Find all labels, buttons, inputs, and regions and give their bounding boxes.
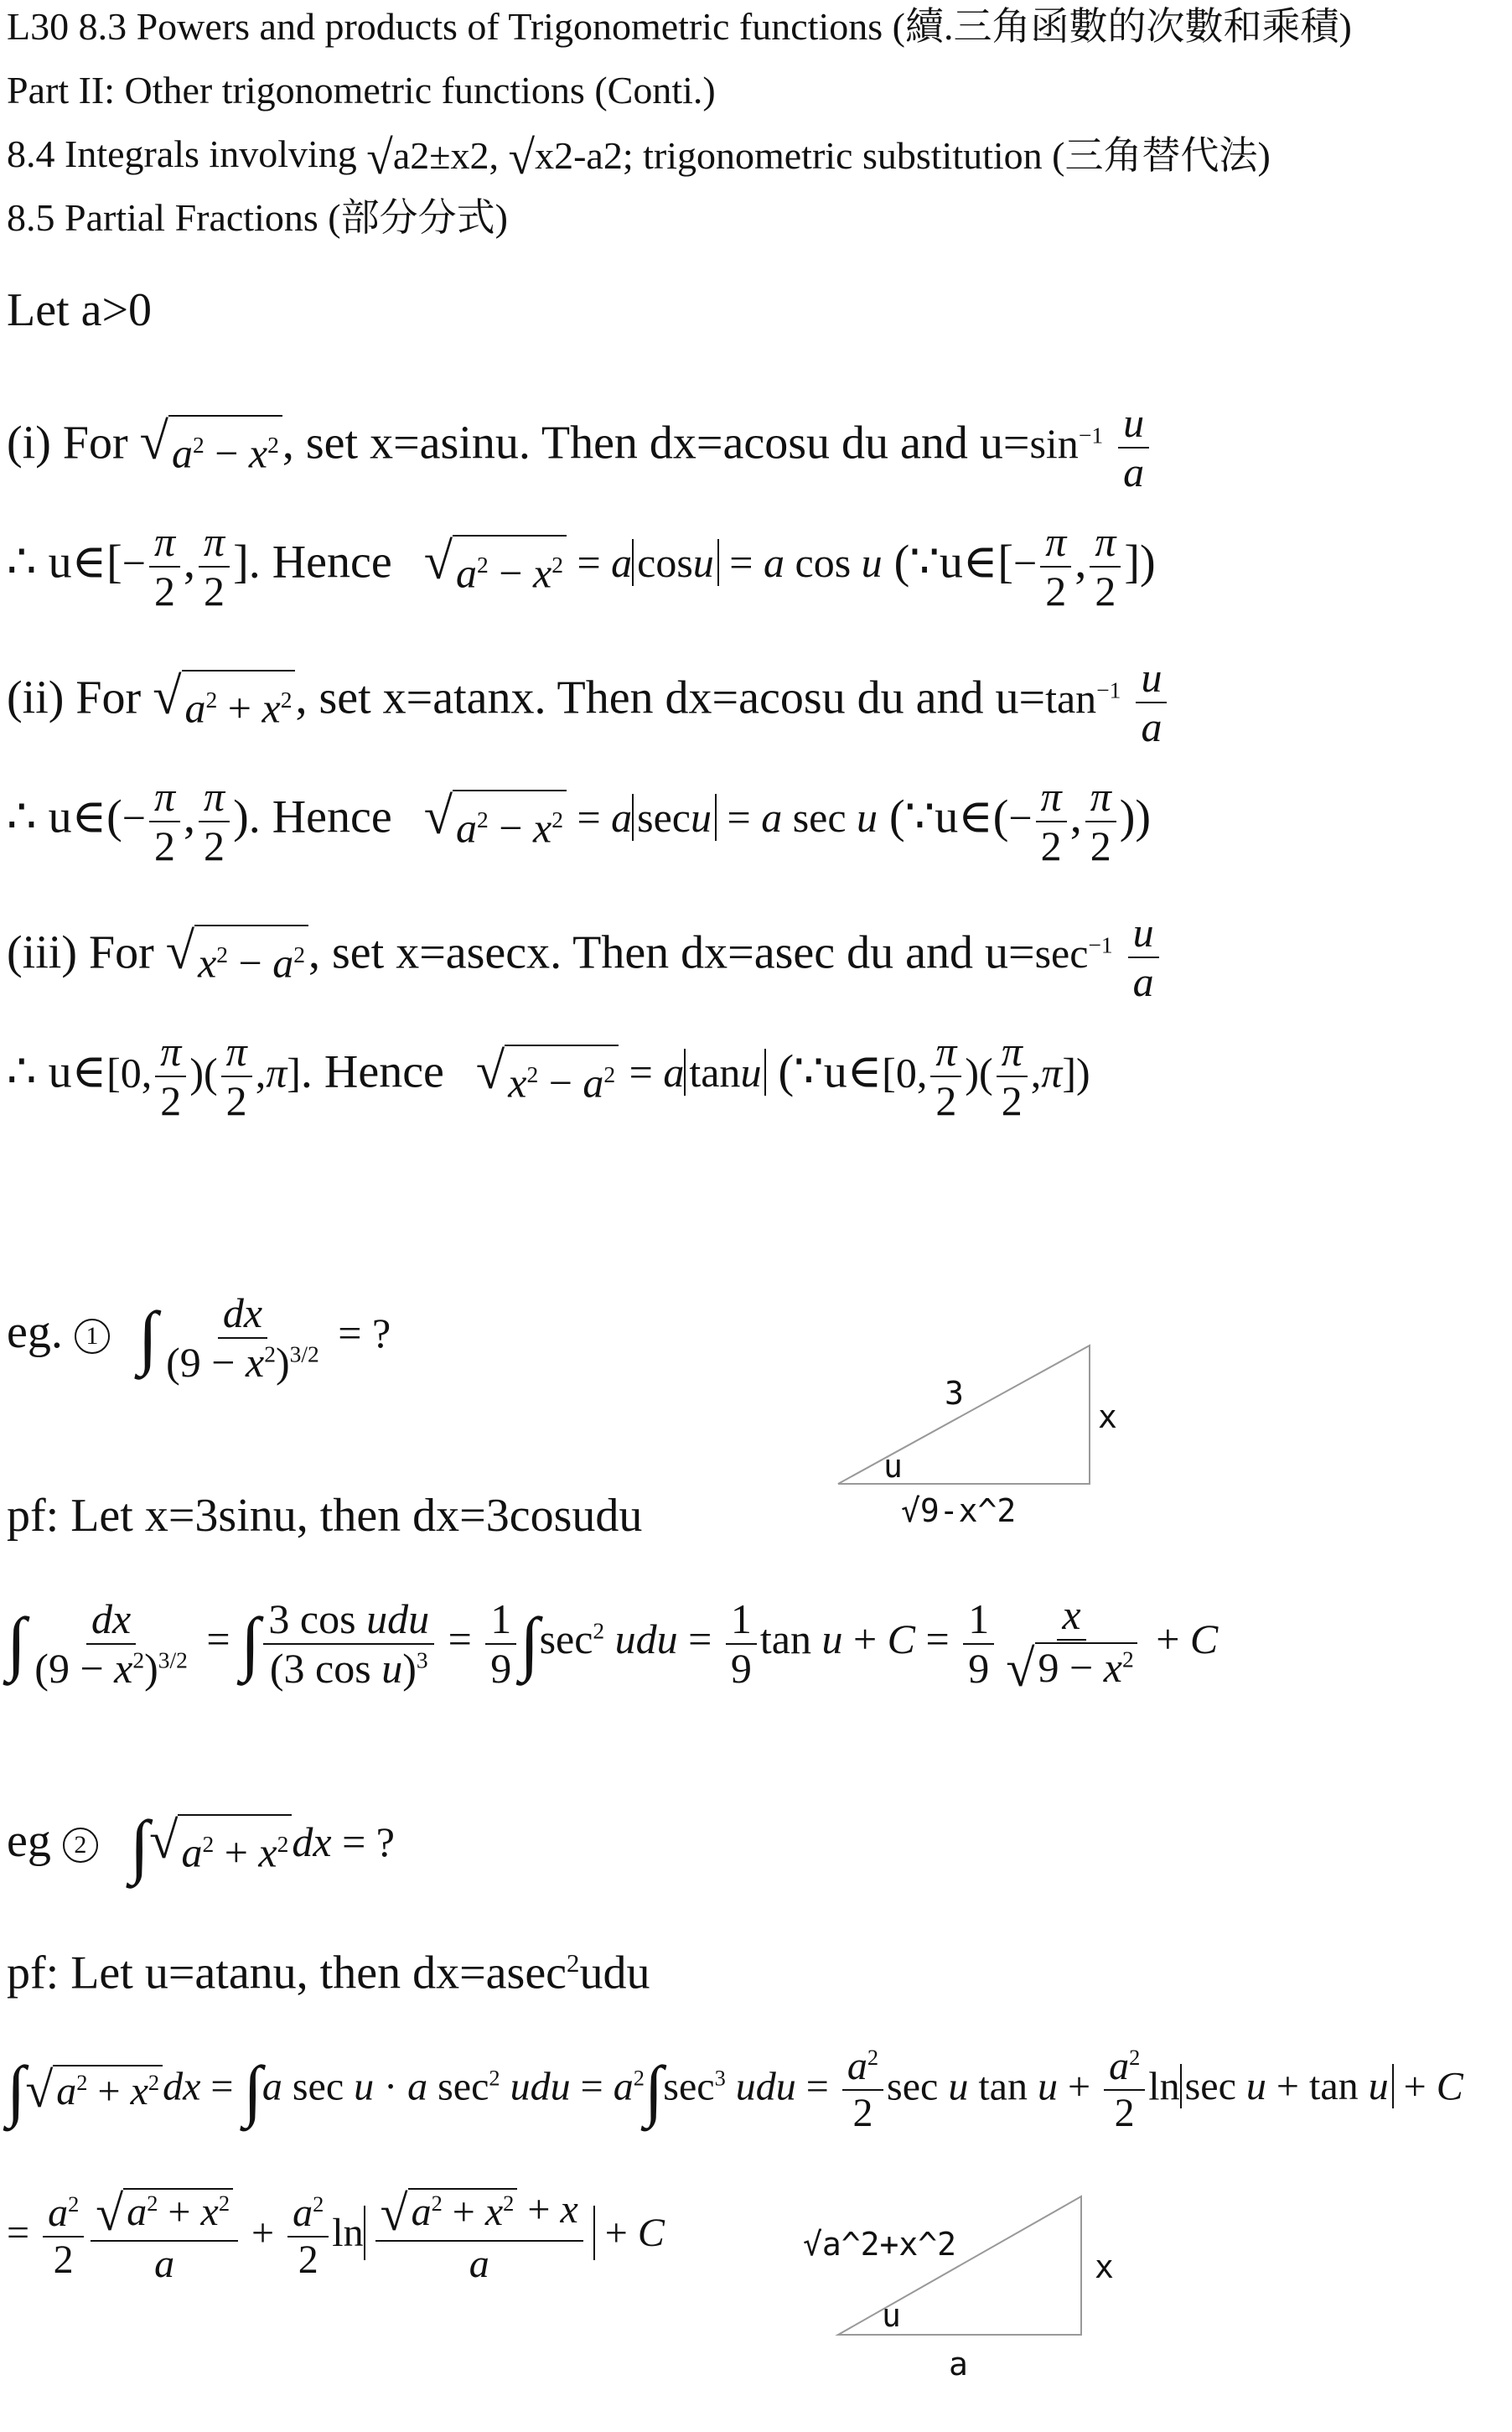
header-line-3-a: 8.4 Integrals involving: [7, 132, 367, 175]
case1-because: (∵u∈[: [893, 536, 1014, 589]
eg1-solution: ∫ $\frac{dx}{(9 - x^2)^{3/2}}$ = ∫ $\frac{\text{3 cos udu}}{(3 \cos u)^3}$ = $\frac{1}{9}$ $\int\sec^2$ udu = $\frac{1}{9}$ tan u + C = $\frac{1}{9}$ x √ $9 - x^2$ + C: [7, 1591, 1219, 1698]
case1-range: ∴ u∈[− $\frac{\pi}{2}$ , $\frac{\pi}{2}$ ]. Hence √ $a^2 - x^2$ = a cosu = a cos u (∵u∈[− $\frac{\pi}{2}$ , $\frac{\pi}{2}$ ]): [7, 518, 1156, 614]
case2-statement: [7, 656, 1170, 749]
radical-a2-minus-x2: √ $a^2 - x^2$: [140, 415, 282, 480]
eg1-triangle-hyp: 3: [945, 1375, 964, 1412]
eg2-solution-line2: = $\frac{a^2}{2}$ √ $a^2 + x^2$ a + $\frac{a^2}{2}$ ln √ $a^2 + x^2$ + x a + C: [7, 2186, 665, 2286]
case2-lead: (ii) For: [7, 672, 142, 724]
eg2-triangle-opp: x: [1095, 2248, 1114, 2285]
case2-range-lead: ∴ u∈(: [7, 791, 122, 843]
eg2-label: eg: [7, 1814, 51, 1867]
eg1-triangle-adj-text: 9-x^2: [919, 1492, 1017, 1529]
eg1-integrand: $\frac{dx}{(9 - x^2)^{3/2}}$: [166, 1289, 319, 1386]
eg2-solution-line1: ∫ √ $a^2 + x^2$ dx = ∫a sec u · a $\sec^2$ udu = $a^2\int\sec^3$ udu = $\frac{a^2}{2}$ sec u tan u + $\frac{a^2}{2}$ ln sec u + tan u + C: [7, 2044, 1463, 2136]
eg2-triangle-hyp-text: a^2+x^2: [821, 2226, 957, 2263]
eg2-pf-a: pf: Let u=atanu, then dx=asec: [7, 1947, 567, 1999]
sqrt-symbol: √ x2-a2; trigonometric substitution (三角替代法): [508, 131, 1271, 184]
eg2-triangle-angle: u: [882, 2297, 901, 2334]
case2-fn2: sec: [637, 794, 691, 842]
case2-fn: tan: [1045, 675, 1097, 723]
case2-range: ∴ u∈(− $\frac{\pi}{2}$ , $\frac{\pi}{2}$ ). Hence √ $a^2 - x^2$ = a secu = a sec u (∵u∈(− $\frac{\pi}{2}$ , $\frac{\pi}{2}$ )): [7, 773, 1152, 869]
eg1-number: 1: [75, 1319, 110, 1354]
case3-range: ∴ u∈[0, $\frac{\pi}{2}$ )( $\frac{\pi}{2}$ ,π]. Hence √ $x^2 - a^2$ = a tanu (∵u∈[0, $\frac{\pi}{2}$ )( $\frac{\pi}{2}$ ,π]): [7, 1028, 1090, 1124]
case2-substitution: , set x=atanx. Then dx=acosu du and u=: [295, 672, 1046, 724]
sqrt-symbol: √ a2±x2,: [366, 131, 500, 184]
eg1-triangle-adj: √9-x^2: [901, 1492, 1017, 1529]
case1-substitution: , set x=asinu. Then dx=acosu du and u=: [282, 417, 1030, 469]
case2-result: √ $a^2 - x^2$ = a secu = a sec u: [424, 794, 878, 841]
case3-range-lead: ∴ u∈: [7, 1045, 107, 1098]
eg1-triangle: [830, 1333, 1115, 1501]
case3-substitution: , set x=asecx. Then dx=asec du and u=: [308, 926, 1035, 979]
eg1-problem: eg. 1 ∫ $\frac{dx}{(9 - x^2)^{3/2}}$ = ?: [7, 1289, 391, 1386]
case3-hence: . Hence: [300, 1045, 444, 1098]
case1-close: ]): [1124, 536, 1156, 589]
header-line-3: [7, 132, 1271, 182]
fraction-pi-over-2: $\frac{\pi}{2}$: [199, 520, 230, 613]
fraction-pi-over-2: $\frac{\pi}{2}$: [930, 1029, 961, 1123]
radical-x2-minus-a2: √ $x^2 - a^2$: [166, 925, 308, 990]
case2-because: (∵u∈(: [889, 791, 1009, 843]
fraction-u-over-a: $\frac{u}{a}$: [1118, 401, 1149, 494]
case1-hence: ]. Hence: [233, 536, 392, 589]
inverse-secant: $\sec^{-1}$: [1034, 930, 1113, 977]
inverse-sine: $\sin^{-1}$: [1029, 420, 1104, 468]
fraction-pi-over-2: $\frac{\pi}{2}$: [1085, 775, 1116, 868]
fraction-pi-over-2: $\frac{\pi}{2}$: [199, 775, 230, 868]
fraction-pi-over-2: $\frac{\pi}{2}$: [1040, 520, 1071, 613]
fraction-pi-over-2: $\frac{\pi}{2}$: [221, 1029, 252, 1123]
fraction-pi-over-2: $\frac{\pi}{2}$: [997, 1029, 1028, 1123]
header-line-2: Part II: Other trigonometric functions (Conti.): [7, 69, 716, 111]
header-line-3-c: x2-a2; trigonometric substitution (三角替代法): [535, 133, 1271, 177]
fraction-pi-over-2: $\frac{\pi}{2}$: [1036, 775, 1067, 868]
fraction-pi-over-2: $\frac{\pi}{2}$: [149, 775, 180, 868]
radical-a2-plus-x2: √ $a^2 + x^2$: [153, 670, 295, 735]
eg2-pf-b: udu: [579, 1947, 650, 1999]
fraction-u-over-a: $\frac{u}{a}$: [1136, 656, 1167, 749]
eg2-proof-intro: pf: Let u=atanu, then dx=asec$^2$udu: [7, 1947, 650, 1999]
eg2-triangle-hyp: √a^2+x^2: [803, 2226, 957, 2263]
fraction-pi-over-2: $\frac{\pi}{2}$: [1090, 520, 1121, 613]
case3-lead: (iii) For: [7, 926, 154, 979]
case3-statement: [7, 910, 1162, 1003]
case1-range-lead: ∴ u∈[: [7, 536, 122, 589]
intro-text: Let a>0: [7, 284, 153, 336]
fraction-pi-over-2: $\frac{\pi}{2}$: [155, 1029, 186, 1123]
case1-statement: [7, 401, 1152, 494]
eg1-triangle-opp: x: [1098, 1398, 1117, 1435]
case1-result: √ $a^2 - x^2$ = a cosu = a cos u: [424, 539, 883, 586]
case1-fn: sin: [1029, 420, 1079, 468]
fraction-u-over-a: $\frac{u}{a}$: [1128, 910, 1159, 1003]
fraction-pi-over-2: $\frac{\pi}{2}$: [149, 520, 180, 613]
case1-fn2: cos: [637, 539, 693, 587]
eg2-problem: eg 2 ∫ √ $a^2 + x^2$ dx = ?: [7, 1807, 395, 1885]
header-line-4: 8.5 Partial Fractions (部分分式): [7, 196, 508, 239]
case2-close: )): [1119, 791, 1152, 843]
header-line-3-b: a2±x2,: [392, 133, 500, 177]
case1-lead: (i) For: [7, 417, 128, 469]
case3-result: √ $x^2 - a^2$ = a tanu: [476, 1049, 767, 1096]
inverse-tangent: $\tan^{-1}$: [1045, 675, 1121, 723]
eg2-triangle-adj: a: [949, 2346, 968, 2383]
eg1-proof-intro: pf: Let x=3sinu, then dx=3cosudu: [7, 1490, 643, 1542]
header-line-1: L30 8.3 Powers and products of Trigonometric functions (續.三角函數的次數和乘積): [7, 5, 1352, 48]
eg1-triangle-angle: u: [883, 1448, 903, 1485]
case3-because: (∵u∈: [778, 1045, 883, 1098]
eg1-label: eg.: [7, 1305, 63, 1358]
case3-fn: sec: [1034, 930, 1089, 977]
eg2-number: 2: [63, 1828, 98, 1863]
eg2-triangle: [830, 2188, 1115, 2347]
case2-hence: ). Hence: [233, 791, 392, 843]
case3-fn2: tan: [689, 1049, 741, 1097]
